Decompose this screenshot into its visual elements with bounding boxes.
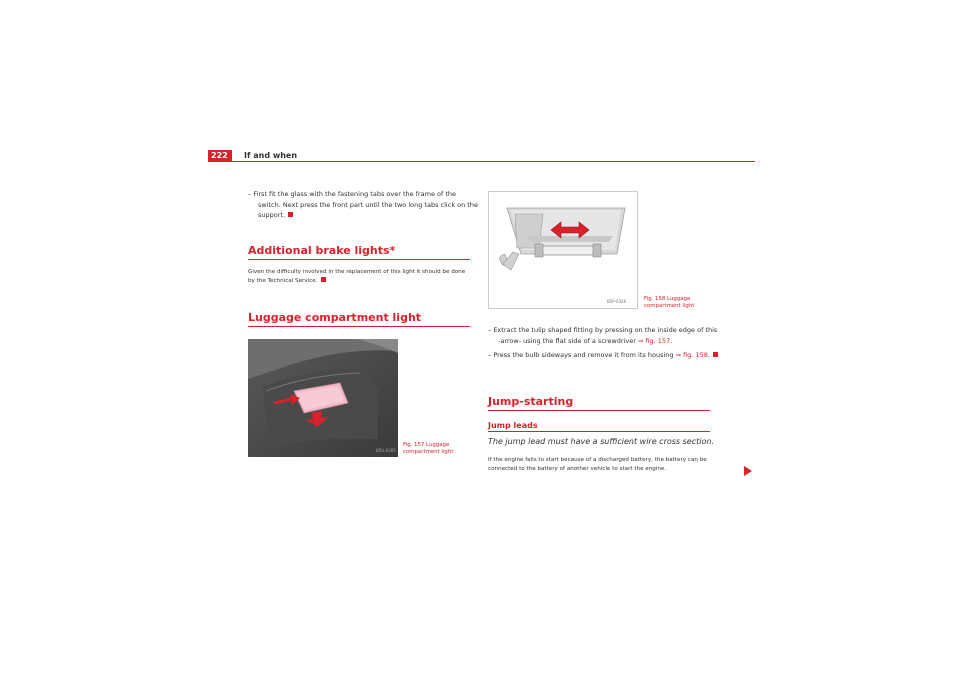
header-rule [208,161,755,162]
figure-158-code: B5P-0346 [607,299,627,304]
section-rule [248,259,470,260]
subsection-title-jump-leads: Jump leads [488,421,538,430]
step-1-end: . [670,336,673,345]
subsection-rule [488,431,710,432]
red-triangle-right-icon [744,461,752,471]
step-remove-bulb [488,350,720,361]
jump-leads-body-text: If the engine fails to start because of a discharged battery, the battery can be connected to the battery of another vehicle to start the engine. [488,457,707,472]
fig-157-reference-link[interactable]: ⇒ fig. 157 [637,336,671,345]
figure-158-image [488,191,638,309]
red-square-icon [288,212,293,217]
step-2-end: . [707,351,710,359]
section-title-luggage-light: Luggage compartment light [248,311,422,324]
brake-lights-text [248,268,470,285]
red-square-icon [713,352,718,357]
red-square-icon [321,277,326,282]
intro-step-text: – First fit the glass with the fastening tabs over the frame of the switch. Next press the front part until the two long tabs click on the support. [248,190,478,219]
step-1-text: – Extract the tulip shaped fitting by pressing on the inside edge of this -arrow- using the flat side of a screwdriver [488,326,718,345]
figure-157-code: B5U-0305 [376,448,396,453]
section-title-brake-lights: Additional brake lights* [248,244,396,257]
step-2-text: – Press the bulb sideways and remove it from its housing [488,351,676,359]
step-extract-fitting [488,325,720,346]
section-rule [488,410,710,411]
chapter-title: If and when [244,151,298,160]
figure-157-caption: Fig. 157 Luggage compartment light [403,442,454,455]
figure-157-image [248,339,398,457]
brake-lights-body: Given the difficulty involved in the replacement of this light it should be done by the Technical Service. [248,269,466,284]
fig-158-reference-link[interactable]: ⇒ fig. 158 [675,351,708,359]
intro-step [248,189,480,221]
section-rule [248,326,470,327]
section-title-jump-starting: Jump-starting [488,395,574,408]
page-number: 222 [208,150,232,162]
jump-leads-lead-text: The jump lead must have a sufficient wire cross section. [488,437,714,446]
figure-158-caption: Fig. 158 Luggage compartment light [644,296,695,309]
